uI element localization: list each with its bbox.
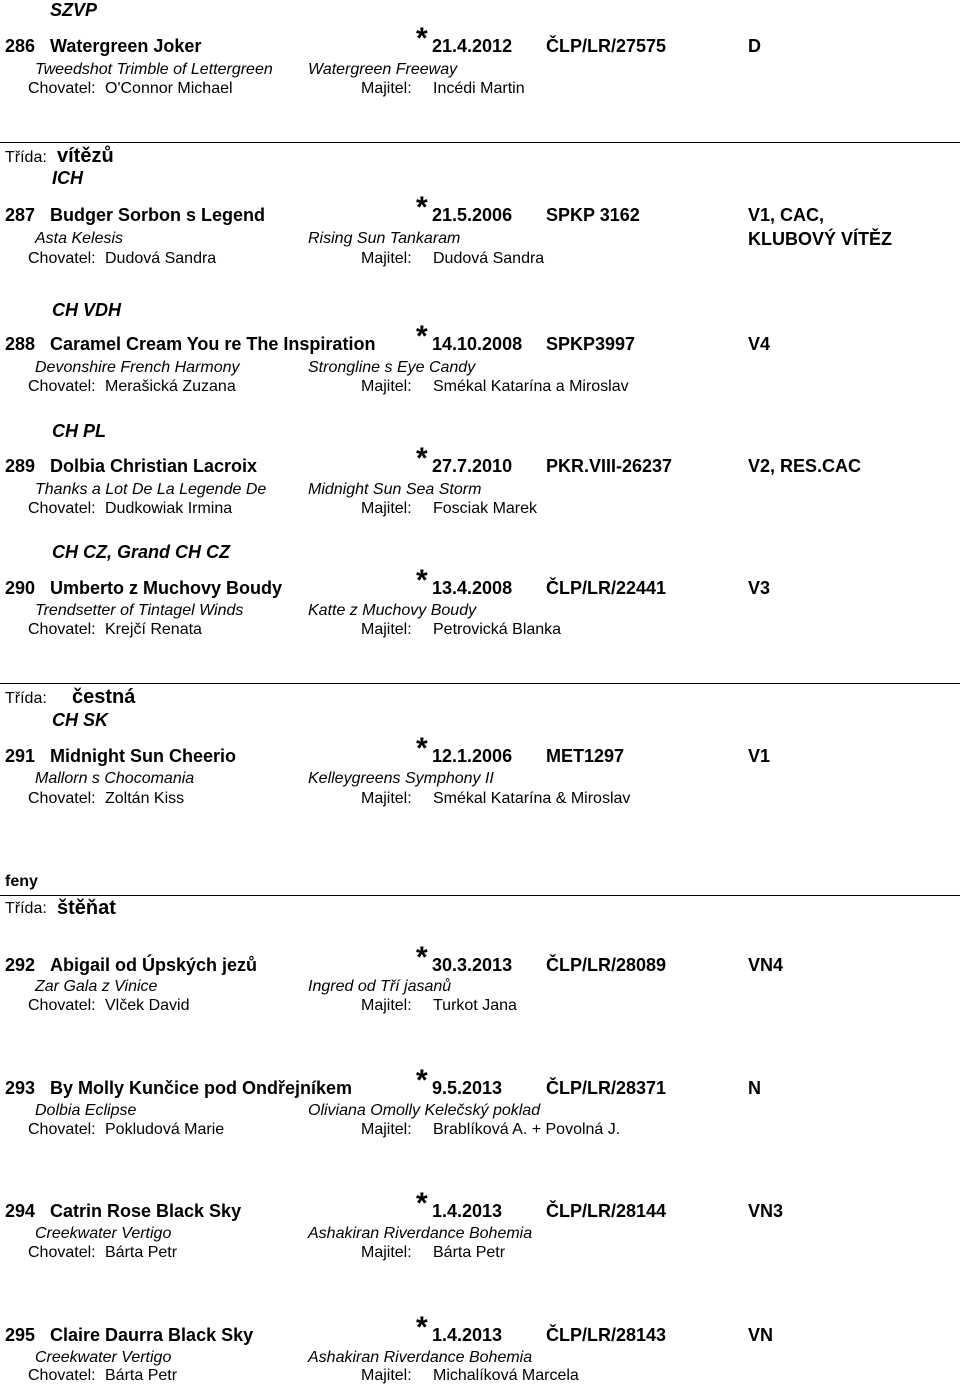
birth-date: 21.4.2012 <box>432 36 513 56</box>
sire: Zar Gala z Vinice <box>35 978 158 995</box>
dam: Kelleygreens Symphony II <box>308 770 494 787</box>
owner-label: Majitel: <box>361 80 412 97</box>
breeder: Pokludová Marie <box>105 1121 225 1138</box>
owner: Smékal Katarína a Miroslav <box>433 378 629 395</box>
class-name: štěňat <box>57 897 116 919</box>
owner-label: Majitel: <box>361 997 412 1014</box>
entry-number: 286 <box>5 36 36 56</box>
sire: Asta Kelesis <box>35 230 124 247</box>
class-label: Třída: <box>5 900 47 917</box>
owner: Dudová Sandra <box>433 250 545 267</box>
birth-date: 9.5.2013 <box>432 1078 503 1098</box>
birth-star-icon: * <box>416 320 428 353</box>
result: VN3 <box>748 1201 784 1221</box>
title-group: CH PL <box>52 421 106 441</box>
result: N <box>748 1078 761 1098</box>
registration: SPKP 3162 <box>546 205 640 225</box>
dam: Strongline s Eye Candy <box>308 359 476 376</box>
breeder: Merašická Zuzana <box>105 378 236 395</box>
owner-label: Majitel: <box>361 500 412 517</box>
dam: Oliviana Omolly Kelečský poklad <box>308 1102 541 1119</box>
result: VN4 <box>748 955 784 975</box>
birth-date: 21.5.2006 <box>432 205 513 225</box>
birth-date: 1.4.2013 <box>432 1201 503 1221</box>
owner: Incédi Martin <box>433 80 525 97</box>
registration: SPKP3997 <box>546 334 636 354</box>
entry-number: 290 <box>5 578 36 598</box>
dam: Watergreen Freeway <box>308 61 458 78</box>
dog-name: By Molly Kunčice pod Ondřejníkem <box>50 1078 353 1098</box>
registration: PKR.VIII-26237 <box>546 456 673 476</box>
breeder-label: Chovatel: <box>28 790 96 807</box>
result: V1 <box>748 746 771 766</box>
birth-star-icon: * <box>416 732 428 765</box>
breeder: Dudkowiak Irmina <box>105 500 233 517</box>
registration: ČLP/LR/28371 <box>546 1078 667 1098</box>
dam: Midnight Sun Sea Storm <box>308 481 482 498</box>
registration: ČLP/LR/28143 <box>546 1325 667 1345</box>
owner-label: Majitel: <box>361 378 412 395</box>
result: V4 <box>748 334 771 354</box>
entry-number: 291 <box>5 746 36 766</box>
birth-date: 30.3.2013 <box>432 955 513 975</box>
owner-label: Majitel: <box>361 1367 412 1384</box>
title-group: CH VDH <box>52 300 122 320</box>
owner: Bárta Petr <box>433 1244 506 1261</box>
breeder-label: Chovatel: <box>28 500 96 517</box>
birth-star-icon: * <box>416 22 428 55</box>
dam: Rising Sun Tankaram <box>308 230 461 247</box>
birth-date: 12.1.2006 <box>432 746 513 766</box>
result: V3 <box>748 578 771 598</box>
class-label: Třída: <box>5 690 47 707</box>
breeder: Vlček David <box>105 997 190 1014</box>
owner-label: Majitel: <box>361 1244 412 1261</box>
sire: Devonshire French Harmony <box>35 359 240 376</box>
sire: Trendsetter of Tintagel Winds <box>35 602 244 619</box>
class-name: čestná <box>72 686 136 708</box>
result: D <box>748 36 761 56</box>
title-group: CH CZ, Grand CH CZ <box>52 542 230 562</box>
result-extra: KLUBOVÝ VÍTĚZ <box>748 229 893 249</box>
sire: Creekwater Vertigo <box>35 1225 172 1242</box>
registration: ČLP/LR/22441 <box>546 578 667 598</box>
owner: Petrovická Blanka <box>433 621 562 638</box>
dam: Ashakiran Riverdance Bohemia <box>308 1225 533 1242</box>
section-title-szvp: SZVP <box>50 0 98 20</box>
title-group: CH SK <box>52 710 109 730</box>
result: V2, RES.CAC <box>748 456 862 476</box>
birth-star-icon: * <box>416 941 428 974</box>
title-group: ICH <box>52 168 83 188</box>
sex-section: feny <box>5 873 38 890</box>
owner: Fosciak Marek <box>433 500 538 517</box>
owner-label: Majitel: <box>361 250 412 267</box>
dog-name: Umberto z Muchovy Boudy <box>50 578 283 598</box>
sire: Dolbia Eclipse <box>35 1102 137 1119</box>
dam: Ingred od Tří jasanů <box>308 978 452 995</box>
dog-name: Catrin Rose Black Sky <box>50 1201 242 1221</box>
breeder-label: Chovatel: <box>28 1367 96 1384</box>
owner-label: Majitel: <box>361 790 412 807</box>
entry-number: 294 <box>5 1201 36 1221</box>
dog-name: Budger Sorbon s Legend <box>50 205 266 225</box>
dog-name: Caramel Cream You re The Inspiration <box>50 334 376 354</box>
sire: Mallorn s Chocomania <box>35 770 195 787</box>
dam: Ashakiran Riverdance Bohemia <box>308 1349 533 1366</box>
class-label: Třída: <box>5 149 47 166</box>
breeder: Bárta Petr <box>105 1244 178 1261</box>
birth-date: 14.10.2008 <box>432 334 523 354</box>
divider <box>0 683 960 684</box>
result: V1, CAC, <box>748 205 825 225</box>
birth-star-icon: * <box>416 191 428 224</box>
breeder-label: Chovatel: <box>28 378 96 395</box>
breeder: Dudová Sandra <box>105 250 217 267</box>
breeder-label: Chovatel: <box>28 80 96 97</box>
entry-number: 288 <box>5 334 36 354</box>
registration: MET1297 <box>546 746 625 766</box>
breeder-label: Chovatel: <box>28 621 96 638</box>
birth-date: 1.4.2013 <box>432 1325 503 1345</box>
sire: Thanks a Lot De La Legende De <box>35 481 267 498</box>
birth-star-icon: * <box>416 564 428 597</box>
divider <box>0 895 960 896</box>
birth-star-icon: * <box>416 1064 428 1097</box>
registration: ČLP/LR/27575 <box>546 36 667 56</box>
entry-number: 295 <box>5 1325 36 1345</box>
entry-number: 289 <box>5 456 36 476</box>
entry-number: 292 <box>5 955 36 975</box>
breeder: O'Connor Michael <box>105 80 233 97</box>
sire: Creekwater Vertigo <box>35 1349 172 1366</box>
dog-name: Abigail od Úpských jezů <box>50 955 258 975</box>
birth-date: 27.7.2010 <box>432 456 513 476</box>
dog-name: Claire Daurra Black Sky <box>50 1325 254 1345</box>
breeder-label: Chovatel: <box>28 997 96 1014</box>
breeder: Zoltán Kiss <box>105 790 185 807</box>
entry-number: 287 <box>5 205 36 225</box>
birth-star-icon: * <box>416 442 428 475</box>
breeder: Krejčí Renata <box>105 621 202 638</box>
divider <box>0 142 960 143</box>
birth-star-icon: * <box>416 1311 428 1344</box>
dog-name: Watergreen Joker <box>50 36 202 56</box>
breeder-label: Chovatel: <box>28 250 96 267</box>
owner-label: Majitel: <box>361 621 412 638</box>
breeder: Bárta Petr <box>105 1367 178 1384</box>
birth-star-icon: * <box>416 1187 428 1220</box>
owner-label: Majitel: <box>361 1121 412 1138</box>
entry-number: 293 <box>5 1078 36 1098</box>
owner: Michalíková Marcela <box>433 1367 579 1384</box>
registration: ČLP/LR/28089 <box>546 955 667 975</box>
result: VN <box>748 1325 774 1345</box>
birth-date: 13.4.2008 <box>432 578 513 598</box>
owner: Turkot Jana <box>433 997 517 1014</box>
dog-name: Midnight Sun Cheerio <box>50 746 236 766</box>
owner: Smékal Katarína & Miroslav <box>433 790 631 807</box>
breeder-label: Chovatel: <box>28 1244 96 1261</box>
breeder-label: Chovatel: <box>28 1121 96 1138</box>
dam: Katte z Muchovy Boudy <box>308 602 477 619</box>
registration: ČLP/LR/28144 <box>546 1201 667 1221</box>
dog-name: Dolbia Christian Lacroix <box>50 456 258 476</box>
owner: Brablíková A. + Povolná J. <box>433 1121 621 1138</box>
sire: Tweedshot Trimble of Lettergreen <box>35 61 273 78</box>
class-name: vítězů <box>57 145 114 167</box>
